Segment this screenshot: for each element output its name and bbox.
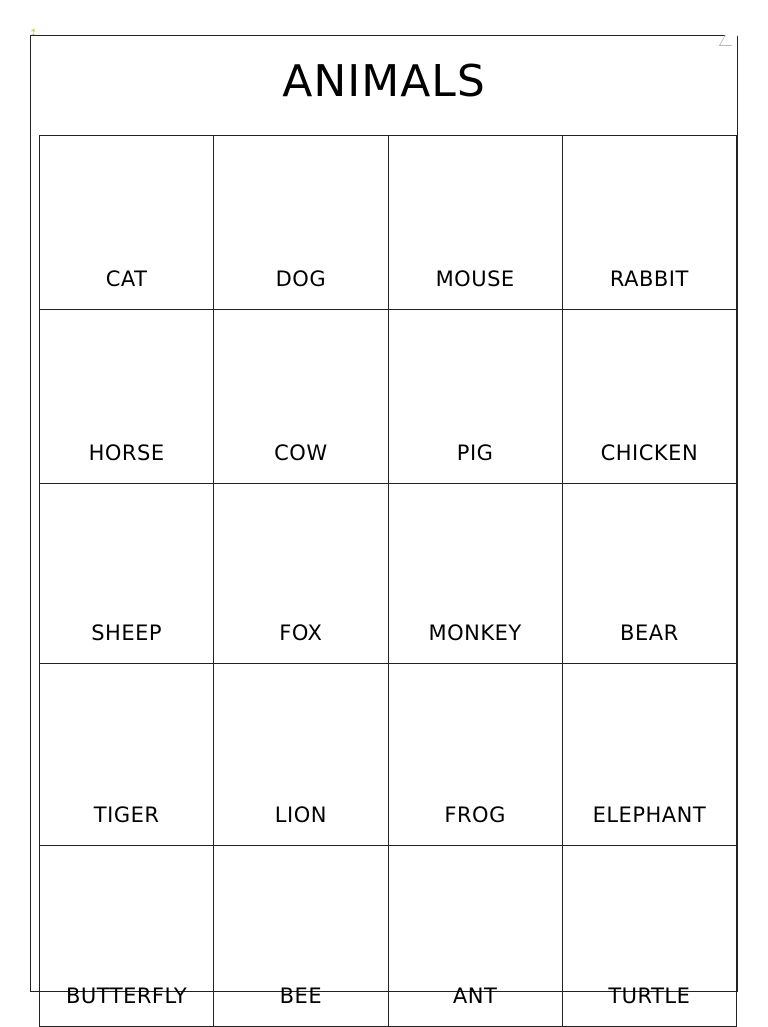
grid-row xyxy=(40,136,737,310)
grid-row xyxy=(40,310,737,484)
grid-cell: CAT xyxy=(40,136,214,310)
grid-row xyxy=(40,846,737,1027)
grid-cell: RABBIT xyxy=(562,136,736,310)
grid-cell: BUTTERFLY xyxy=(40,846,214,1027)
grid-cell: COW xyxy=(214,310,388,484)
page-corner-fold-icon xyxy=(719,35,738,46)
grid-row xyxy=(40,484,737,664)
grid-cell: ANT xyxy=(388,846,562,1027)
grid-cell: FROG xyxy=(388,664,562,846)
grid-cell: BEAR xyxy=(562,484,736,664)
grid-cell: DOG xyxy=(214,136,388,310)
grid-cell: SHEEP xyxy=(40,484,214,664)
grid-cell: LION xyxy=(214,664,388,846)
grid-cell: ELEPHANT xyxy=(562,664,736,846)
grid-cell: TIGER xyxy=(40,664,214,846)
worksheet-title: ANIMALS xyxy=(282,56,486,107)
grid-cell: TURTLE xyxy=(562,846,736,1027)
grid-cell: MONKEY xyxy=(388,484,562,664)
animal-grid xyxy=(39,135,737,1027)
worksheet-page xyxy=(30,35,738,1008)
grid-cell: MOUSE xyxy=(388,136,562,310)
grid-cell: FOX xyxy=(214,484,388,664)
grid-cell: BEE xyxy=(214,846,388,1027)
grid-cell: HORSE xyxy=(40,310,214,484)
grid-cell: CHICKEN xyxy=(562,310,736,484)
grid-cell: PIG xyxy=(388,310,562,484)
grid-row xyxy=(40,664,737,846)
